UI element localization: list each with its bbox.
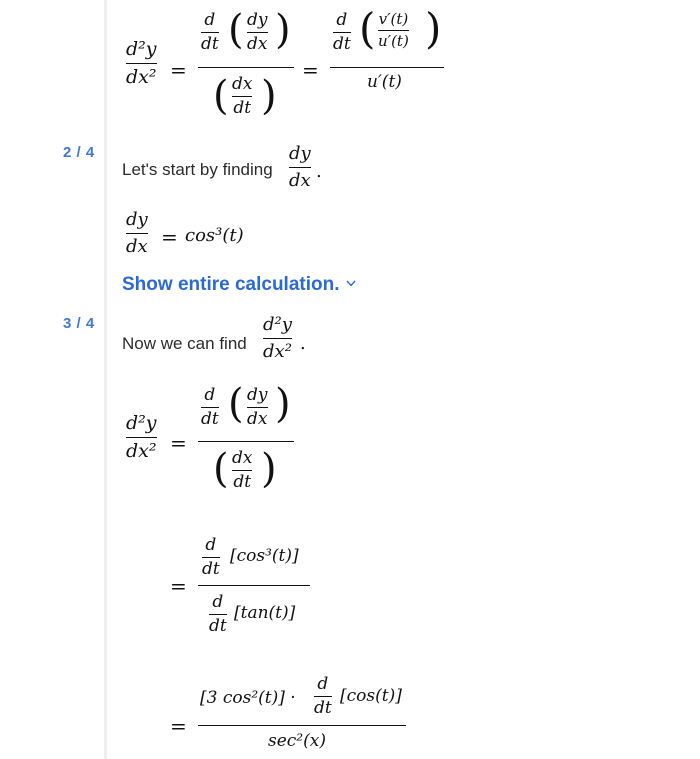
frac-d-dt: [314, 676, 332, 717]
denominator: u′(t): [378, 32, 409, 51]
denominator-sec-squared: sec²(x): [268, 731, 326, 751]
denominator: dt: [233, 98, 252, 119]
right-paren: ): [261, 446, 277, 492]
frac-v-u: [378, 12, 409, 49]
right-paren: ): [275, 7, 291, 53]
left-paren: (: [213, 446, 229, 492]
fraction-bar: [201, 32, 219, 33]
denominator-u-prime: u′(t): [367, 72, 402, 92]
numerator: d: [205, 535, 217, 555]
fraction-bar: [126, 63, 157, 64]
denominator: dt: [314, 698, 332, 719]
frac-dy-dx-inline: [289, 145, 311, 190]
bracket-cos: [cos(t)]: [340, 686, 402, 706]
fraction-bar: [201, 407, 219, 408]
main-fraction-bar: [198, 67, 294, 68]
main-fraction-bar: [198, 725, 406, 726]
frac-dy-dx: [247, 12, 268, 53]
denominator: dx²: [263, 341, 292, 363]
numerator: dx: [232, 74, 253, 94]
fraction-bar: [289, 167, 311, 168]
bracket-tan: [tan(t)]: [234, 603, 296, 623]
right-paren: ): [425, 4, 442, 53]
main-fraction-bar: [330, 67, 444, 68]
chevron-down-icon: [346, 276, 356, 290]
gutter-divider: [104, 0, 107, 759]
fraction-bar: [263, 338, 292, 339]
numerator: d: [204, 10, 216, 30]
frac-d2y-dx2-inline: [263, 316, 292, 361]
equals-sign: =: [170, 714, 187, 738]
period: .: [300, 333, 306, 354]
equals-sign: =: [170, 58, 187, 82]
left-gutter: [0, 0, 104, 759]
right-paren: ): [275, 381, 291, 427]
frac-d-dt: [201, 387, 219, 428]
show-calculation-link[interactable]: [122, 274, 356, 296]
period: .: [316, 161, 322, 182]
fraction-bar: [247, 32, 268, 33]
left-paren: (: [228, 381, 244, 427]
numerator: d: [212, 592, 224, 612]
step-number-3: 3 / 4: [63, 315, 95, 332]
denominator: dx: [126, 236, 148, 258]
numerator: dy: [247, 10, 268, 30]
numerator: d²y: [263, 314, 292, 335]
main-fraction-bar: [198, 585, 310, 586]
denominator: dx²: [126, 440, 157, 463]
denominator: dt: [233, 472, 252, 493]
step-2-text: Let's start by finding: [122, 160, 273, 179]
numerator: dy: [289, 143, 311, 164]
result-cos-cubed: cos³(t): [185, 225, 244, 246]
left-paren: (: [359, 4, 376, 53]
numerator: dy: [247, 385, 268, 405]
fraction-bar: [247, 407, 268, 408]
equals-sign: =: [170, 431, 187, 455]
denominator: dx: [247, 34, 268, 55]
frac-dx-dt: [232, 76, 252, 117]
denominator: dt: [202, 559, 220, 580]
frac-d2y-dx2: [126, 40, 157, 87]
frac-dy-dx: [247, 387, 268, 428]
step-number-2: 2 / 4: [63, 144, 95, 161]
left-paren: (: [213, 73, 229, 119]
step-3-text: Now we can find: [122, 334, 247, 353]
bracket-cos-cubed: [cos³(t)]: [230, 546, 299, 566]
numerator: d: [204, 385, 216, 405]
equals-sign: =: [302, 58, 319, 82]
fraction-bar: [314, 696, 332, 697]
fraction-bar: [378, 30, 409, 31]
numerator: d: [317, 674, 329, 694]
fraction-bar: [209, 614, 227, 615]
numerator: d²y: [126, 38, 157, 60]
main-fraction-bar: [198, 441, 294, 442]
show-calculation-label: Show entire calculation.: [122, 274, 340, 295]
equals-sign: =: [161, 225, 178, 249]
frac-d-dt: [201, 12, 219, 53]
denominator: dx: [289, 170, 311, 192]
frac-d-dt: [202, 537, 220, 578]
denominator: dx²: [126, 66, 157, 89]
denominator: dt: [201, 409, 219, 430]
numerator: v′(t): [378, 10, 409, 28]
fraction-bar: [232, 470, 252, 471]
numerator: d: [336, 10, 348, 30]
fraction-bar: [126, 233, 148, 234]
numerator: dx: [232, 448, 253, 468]
denominator: dx: [247, 409, 268, 430]
fraction-bar: [333, 32, 351, 33]
fraction-bar: [126, 437, 157, 438]
frac-dx-dt: [232, 450, 252, 491]
numerator: dy: [126, 209, 148, 230]
frac-dy-dx-result: [126, 211, 148, 256]
fraction-bar: [232, 96, 252, 97]
frac-d2y-dx2-lhs: [126, 414, 157, 461]
equals-sign: =: [170, 574, 187, 598]
right-paren: ): [261, 73, 277, 119]
denominator: dt: [209, 616, 227, 637]
denominator: dt: [333, 34, 351, 55]
left-paren: (: [228, 7, 244, 53]
frac-d-dt: [209, 594, 227, 635]
bracket-3cos2: [3 cos²(t)] ·: [200, 688, 296, 708]
frac-d-dt: [333, 12, 351, 53]
denominator: dt: [201, 34, 219, 55]
fraction-bar: [202, 557, 220, 558]
numerator: d²y: [126, 412, 157, 434]
